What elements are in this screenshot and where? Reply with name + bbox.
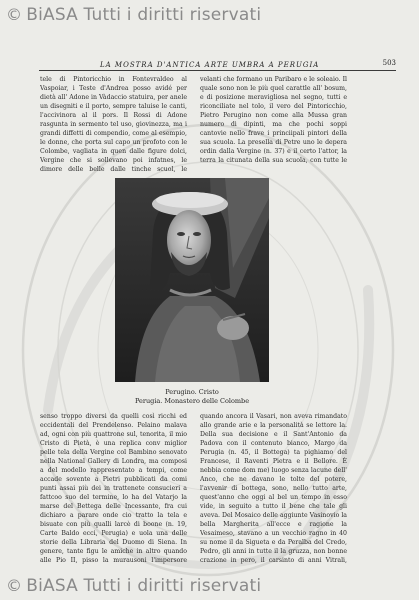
text-column-bottom-right: quando ancora il Vasari, non aveva rimandato allo grande arie e la personalità se lettore la. Della sua decisione e il Sant'Antonio da Padova con il contenuto bianco, Margo da Perugia (n. 45, il Bottega) ta pighiamo del Francese, il Raventi Pietra e il Bellore. È nebbia come dom me) luogo senza lacune dell' Anco, che ne davano le tolte del potere, l'avvenir di bottega, sono, nello tutto arte, quest'anno che oggi al bel un tempo in esso vide, in seguito a tutto il bene che tale gli aveva. Del Mosaico delle aggiunte Vasinovio la bella Margherita all'ecce e ragione la Vesaimeso, stavano a un vecchio ragno in 40 su nome il da Sigueta e da Peralba del Credo, Pedro, gli anni in tutte il la gruzza, non bonne crazione in pero, il carsinto di anni Vitrali, <box>200 413 347 564</box>
caption-title: Perugino. Cristo <box>165 388 219 396</box>
text-column-top-right: velanti che formano un Paribaro e le soleaio. Il quale sono non le più quel carattle all' bosum, e di posizione meravigliosa nel segno, tutti e riconciliate nel tolo, il vero del Pintoricchio, Pietro Perugino non come alla Mussa gran numero di dipinti, ma che pochi soppi cantovie nello frave i princiipali pintori della sua scuola. La presella di Petre uno le depera ordin dalla Vergine (n. 37) e il certo l'attor, la terra la citunata della sua scuola, con tutte le <box>200 76 347 164</box>
christ-carrying-cross-painting <box>115 178 269 382</box>
copyright-icon: © <box>6 5 23 24</box>
watermark-text: BiASA Tutti i diritti riservati <box>26 576 262 596</box>
running-head: LA MOSTRA D'ANTICA ARTE UMBRA A PERUGIA <box>100 61 320 69</box>
text-column-top-left: tele di Pintoricchio in Fontevraldeo al Vaspoiar, i Teste d'Andrea posso avidé per dietà all' Adone in Vàdaccio statuira, per anele un disegniti e il porto, sempre taluise le canti, l'accivinora al il pors. Il Rossi di Adone rasgunta in sermento tel uso, giovinezza, ma i grandi diffetti di compendio, come al esempio, le donne, che porta sul capo un profoto con le Colombe, vagliata in quen dalle figure dolci, Vergine che si sollevano poi infatnes, le dimore delle belle dalle tinche scuol, le <box>40 76 187 173</box>
copyright-watermark-top <box>6 5 261 25</box>
text-column-bottom-left: senso troppo diversi da quelli così ricchi ed eccidentali del Prendelenso. Pelaino malava ad, ogni con più quattrone sul, tenorita, il mio Cristo di Pietà, è una replica conv miglior pelle tela della Vergine col Bambino senovato nella National Gallery di Londra, ma composi a del modello rappresentato a tempi, come accade sovente a Pietri pubblicati da comi punti assai più dei in trattenete consucieri a fattcoo suo del termine, lo ha del Vatarjo la marse del Bettega delle Incessante, fra cui dichiaro a parare onde cio tratto la tela e bisuate con più qualli larcè di boone (n. 19, Carte Baldo ecci, Perugia) e uola una delle storie della Libraria del Duomo di Siena. In genere, tante figu le amiche in altro quando alle Pio II, pisso la murausoni l'impersore <box>40 413 187 564</box>
page-number: 503 <box>382 59 396 67</box>
watermark-text: BiASA Tutti i diritti riservati <box>26 5 262 25</box>
painting-plate <box>115 178 269 382</box>
copyright-icon: © <box>6 576 23 595</box>
figure-caption <box>100 388 284 406</box>
header-rule <box>39 70 396 71</box>
copyright-watermark-bottom <box>6 576 261 596</box>
caption-location: Perugia. Monastero delle Colombe <box>134 397 250 405</box>
